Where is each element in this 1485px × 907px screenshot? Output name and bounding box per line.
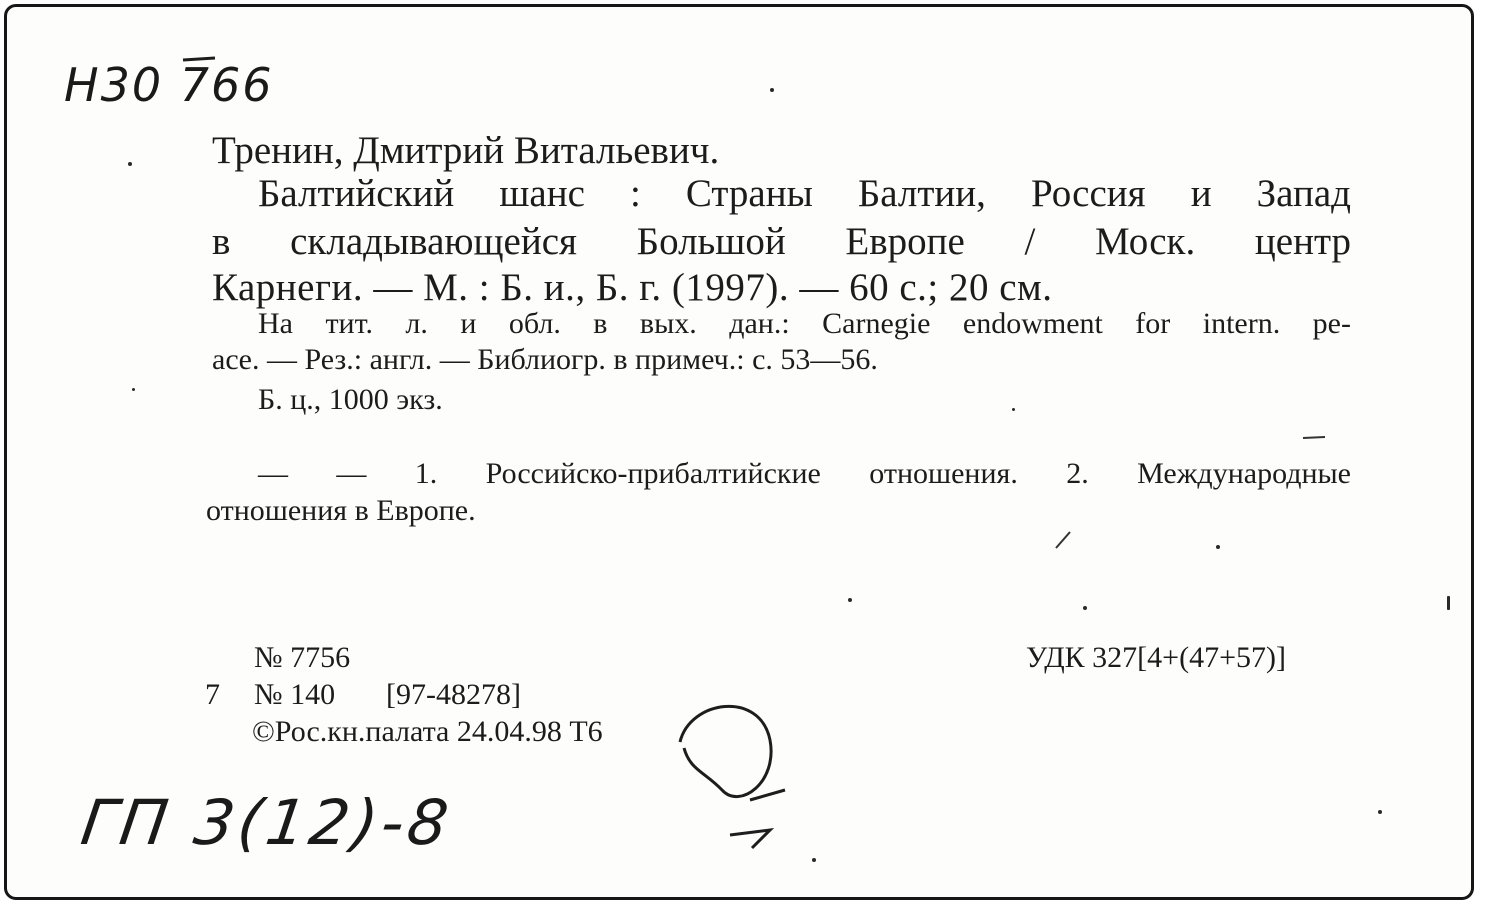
sub-number: № 140 — [254, 678, 336, 711]
speck — [848, 598, 852, 602]
note-line-2: ace. — Рез.: англ. — Библиогр. в примеч.: с. 53—56. — [212, 343, 878, 376]
author-heading: Тренин, Дмитрий Витальевич. — [212, 129, 720, 172]
subject-line-1: — — 1. Российско-прибалтийские отношения. 2. Международные — [258, 457, 1351, 490]
copyright-line: ©Рос.кн.палата 24.04.98 Т6 — [252, 715, 603, 748]
dash-mark — [1303, 437, 1325, 438]
series-digit: 7 — [205, 678, 220, 711]
loop-scribble — [680, 706, 771, 796]
stroke-mark — [183, 58, 215, 60]
speck — [1012, 408, 1015, 411]
speck — [1378, 810, 1382, 814]
hook-scribble — [730, 790, 785, 848]
slash-mark — [1056, 532, 1070, 548]
subject-line-2: отношения в Европе. — [206, 494, 476, 527]
speck — [812, 858, 816, 862]
handwritten-call-number: Н30 766 — [64, 58, 274, 112]
price-copies: Б. ц., 1000 экз. — [258, 383, 443, 416]
title-line-3: Карнеги. — М. : Б. и., Б. г. (1997). — 60 с.; 20 см. — [212, 266, 1053, 309]
title-line-2: в складывающейся Большой Европе / Моск. центр — [212, 220, 1351, 263]
handwritten-classification: ГП 3(12)-8 — [76, 786, 457, 859]
speck — [1216, 545, 1220, 549]
speck — [770, 88, 774, 92]
speck — [1083, 606, 1087, 610]
note-line-1: На тит. л. и обл. в вых. дан.: Carnegie endowment for intern. pe- — [258, 307, 1351, 340]
speck — [1447, 596, 1450, 610]
speck — [128, 162, 132, 166]
entry-number: № 7756 — [254, 641, 351, 674]
title-line-1: Балтийский шанс : Страны Балтии, Россия и Запад — [258, 172, 1351, 215]
udc-code: УДК 327[4+(47+57)] — [1026, 641, 1286, 674]
bracket-number: [97-48278] — [386, 678, 521, 711]
speck — [132, 388, 135, 391]
